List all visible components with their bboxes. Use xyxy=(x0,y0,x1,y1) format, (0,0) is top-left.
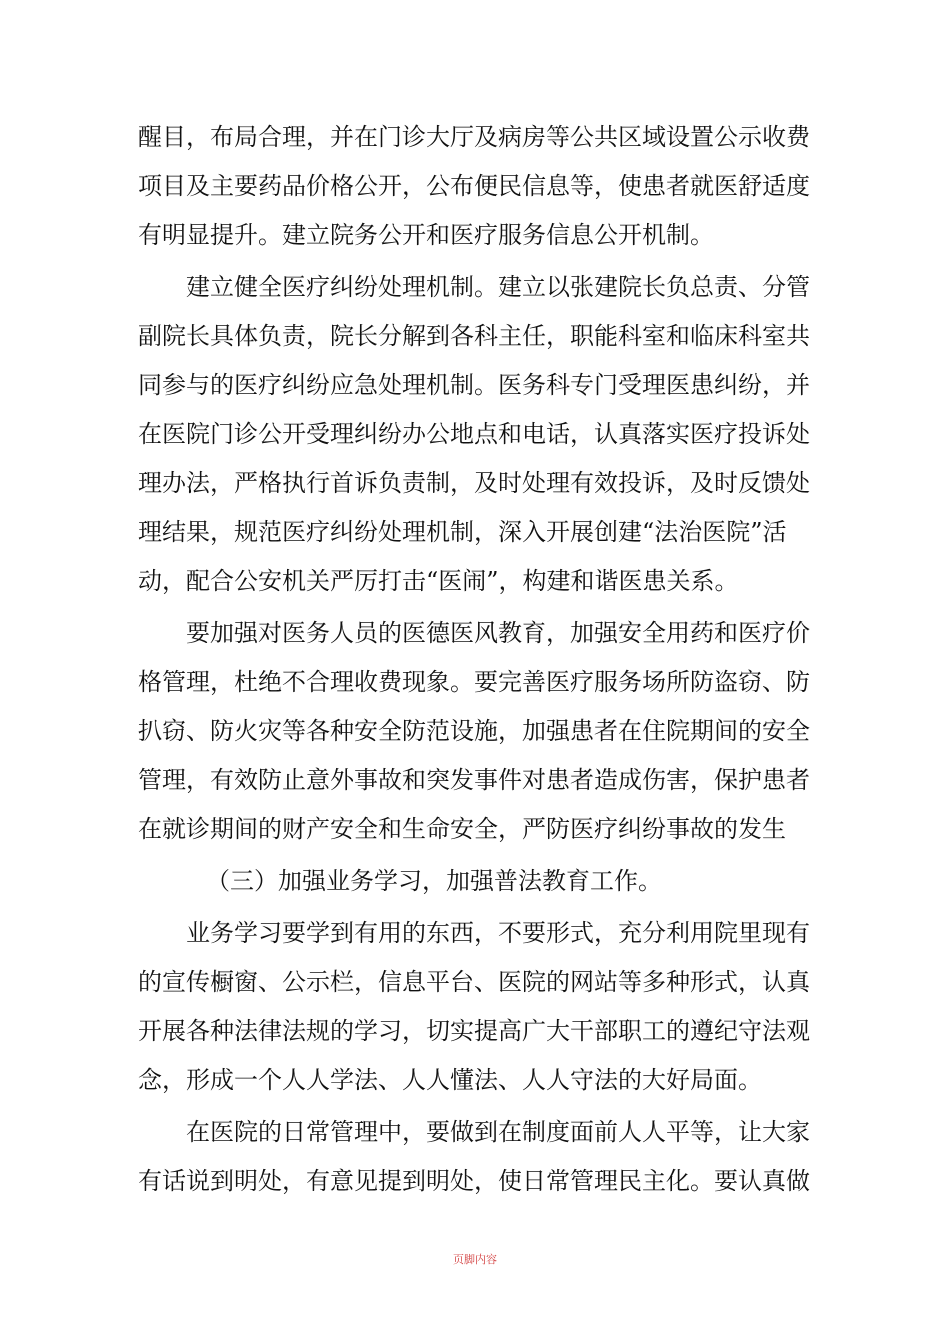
text-line: 副院长具体负责，院长分解到各科主任，职能科室和临床科室共 xyxy=(138,322,810,350)
text-line: 扒窃、防火灾等各种安全防范设施，加强患者在住院期间的安全 xyxy=(138,717,810,745)
text-line: 在就诊期间的财产安全和生命安全，严防医疗纠纷事故的发生 xyxy=(138,815,786,843)
text-line: 有明显提升。建立院务公开和医疗服务信息公开机制。 xyxy=(138,221,714,249)
text-line: 有话说到明处，有意见提到明处，使日常管理民主化。要认真做 xyxy=(138,1167,810,1195)
heading-line: （三）加强业务学习，加强普法教育工作。 xyxy=(206,867,662,895)
paragraph-2 xyxy=(138,263,818,606)
page-footer: 页脚内容 xyxy=(453,1253,497,1266)
document-body xyxy=(138,113,818,1206)
paragraph-3 xyxy=(138,609,818,854)
text-line: 格管理，杜绝不合理收费现象。要完善医疗服务场所防盗窃、防 xyxy=(138,668,810,696)
text-line: 动，配合公安机关严厉打击“医闹”，构建和谐医患关系。 xyxy=(138,567,739,595)
text-line: 在医院门诊公开受理纠纷办公地点和电话，认真落实医疗投诉处 xyxy=(138,420,810,448)
text-line: 开展各种法律法规的学习，切实提高广大干部职工的遵纪守法观 xyxy=(138,1017,810,1045)
paragraph-4 xyxy=(138,909,818,1105)
text-line: 业务学习要学到有用的东西，不要形式，充分利用院里现有 xyxy=(186,919,810,947)
text-line: 在医院的日常管理中，要做到在制度面前人人平等，让大家 xyxy=(186,1118,810,1146)
text-line: 同参与的医疗纠纷应急处理机制。医务科专门受理医患纠纷，并 xyxy=(138,371,810,399)
paragraph-1 xyxy=(138,113,818,260)
section-heading xyxy=(138,857,818,906)
text-line: 的宣传橱窗、公示栏，信息平台、医院的网站等多种形式，认真 xyxy=(138,968,810,996)
text-line: 理结果，规范医疗纠纷处理机制，深入开展创建“法治医院”活 xyxy=(138,518,787,546)
paragraph-5 xyxy=(138,1108,818,1206)
text-line: 管理，有效防止意外事故和突发事件对患者造成伤害，保护患者 xyxy=(138,766,810,794)
text-line: 理办法，严格执行首诉负责制，及时处理有效投诉，及时反馈处 xyxy=(138,469,810,497)
text-line: 念，形成一个人人学法、人人懂法、人人守法的大好局面。 xyxy=(138,1066,762,1094)
text-line: 项目及主要药品价格公开，公布便民信息等，使患者就医舒适度 xyxy=(138,172,810,200)
text-line: 醒目，布局合理，并在门诊大厅及病房等公共区域设置公示收费 xyxy=(138,123,810,151)
text-line: 要加强对医务人员的医德医风教育，加强安全用药和医疗价 xyxy=(186,619,810,647)
text-line: 建立健全医疗纠纷处理机制。建立以张建院长负总责、分管 xyxy=(186,273,810,301)
